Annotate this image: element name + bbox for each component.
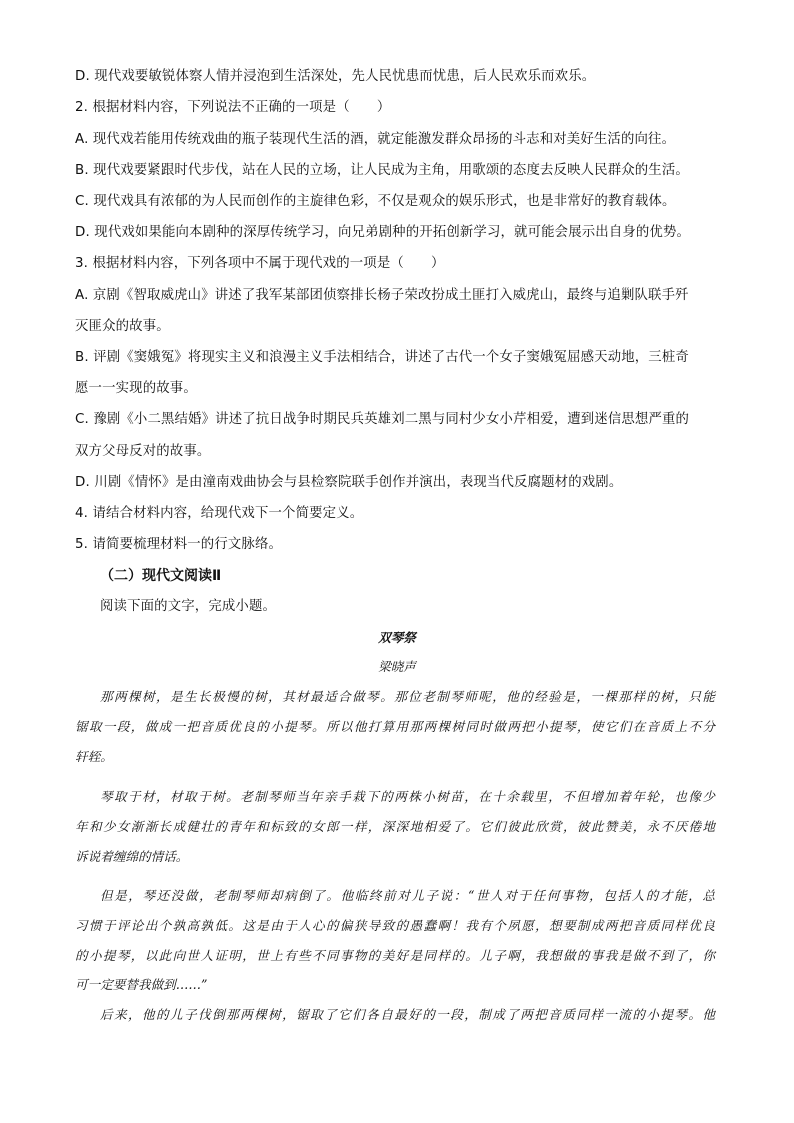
question-3-option-a: A. 京剧《智取威虎山》讲述了我军某部团侦察排长杨子荣改扮成土匪打入威虎山，最终与追剿队联手歼 (75, 288, 689, 303)
question-3-option-a-cont: 灭匪众的故事。 (75, 319, 170, 334)
story-line: 那两棵树，是生长极慢的树，其材最适合做琴。那位老制琴师呢，他的经验是，一棵那样的树，只能 (100, 689, 715, 704)
question-3-option-c: C. 豫剧《小二黑结婚》讲述了抗日战争时期民兵英雄刘二黑与同村少女小芹相爱，遭到迷信思想严重的 (75, 412, 690, 427)
story-author: 梁晓声 (378, 659, 416, 674)
question-3: 3. 根据材料内容，下列各项中不属于现代戏的一项是（ ） (75, 256, 445, 271)
section-heading: （二）现代文阅读Ⅱ (100, 568, 222, 584)
story-line: 习惯于评论出个孰高孰低。这是由于人心的偏狭导致的愚蠢啊！我有个夙愿，想要制成两把音质同样优良 (75, 918, 715, 933)
question-5: 5. 请简要梳理材料一的行文脉络。 (75, 537, 283, 552)
option-1d: D. 现代戏要敏锐体察人情并浸泡到生活深处，先人民忧患而忧患，后人民欢乐而欢乐。 (75, 69, 596, 84)
question-2-option-d: D. 现代戏如果能向本剧种的深厚传统学习，向兄弟剧种的开拓创新学习，就可能会展示出自身的优势。 (75, 225, 691, 240)
story-line: 年和少女渐渐长成健壮的青年和标致的女郎一样，深深地相爱了。它们彼此欣赏，彼此赞美，永不厌倦地 (75, 819, 715, 834)
question-2-option-b: B. 现代戏要紧跟时代步伐，站在人民的立场，让人民成为主角，用歌颂的态度去反映人民群众的生活。 (75, 163, 689, 178)
story-line: 的小提琴，以此向世人证明，世上有些不同事物的美好是同样的。儿子啊，我想做的事我是做不到了，你 (75, 948, 715, 963)
story-line: 诉说着缠绵的情话。 (75, 849, 189, 864)
question-2-option-a: A. 现代戏若能用传统戏曲的瓶子装现代生活的酒，就定能激发群众昂扬的斗志和对美好生活的向往。 (75, 132, 676, 147)
story-line: 轩轾。 (75, 749, 113, 764)
story-line: 后来，他的儿子伐倒那两棵树，锯取了它们各自最好的一段，制成了两把音质同样一流的小提琴。他 (100, 1007, 715, 1022)
story-line: 琴取于材，材取于树。老制琴师当年亲手栽下的两株小树苗，在十余载里，不但增加着年轮，也像少 (100, 789, 715, 804)
question-3-option-c-cont: 双方父母反对的故事。 (75, 444, 211, 459)
reading-instruction: 阅读下面的文字，完成小题。 (100, 599, 277, 614)
story-line: 可一定要替我做到……” (75, 977, 208, 992)
question-3-option-b: B. 评剧《窦娥冤》将现实主义和浪漫主义手法相结合，讲述了古代一个女子窦娥冤屈感天动地，三桩奇 (75, 350, 689, 365)
story-line: 锯取一段，做成一把音质优良的小提琴。所以他打算用那两棵树同时做两把小提琴，使它们在音质上不分 (75, 719, 715, 734)
question-4: 4. 请结合材料内容，给现代戏下一个简要定义。 (75, 506, 364, 521)
story-line: 但是，琴还没做，老制琴师却病倒了。他临终前对儿子说：“世人对于任何事物，包括人的才能，总 (100, 888, 715, 903)
story-title: 双琴祭 (378, 630, 416, 645)
question-2-option-c: C. 现代戏具有浓郁的为人民而创作的主旋律色彩，不仅是观众的娱乐形式，也是非常好的教育载体。 (75, 194, 676, 209)
question-3-option-b-cont: 愿一一实现的故事。 (75, 381, 197, 396)
question-3-option-d: D. 川剧《情怀》是由潼南戏曲协会与县检察院联手创作并演出，表现当代反腐题材的戏剧。 (75, 475, 623, 490)
question-2: 2. 根据材料内容，下列说法不正确的一项是（ ） (75, 100, 391, 115)
